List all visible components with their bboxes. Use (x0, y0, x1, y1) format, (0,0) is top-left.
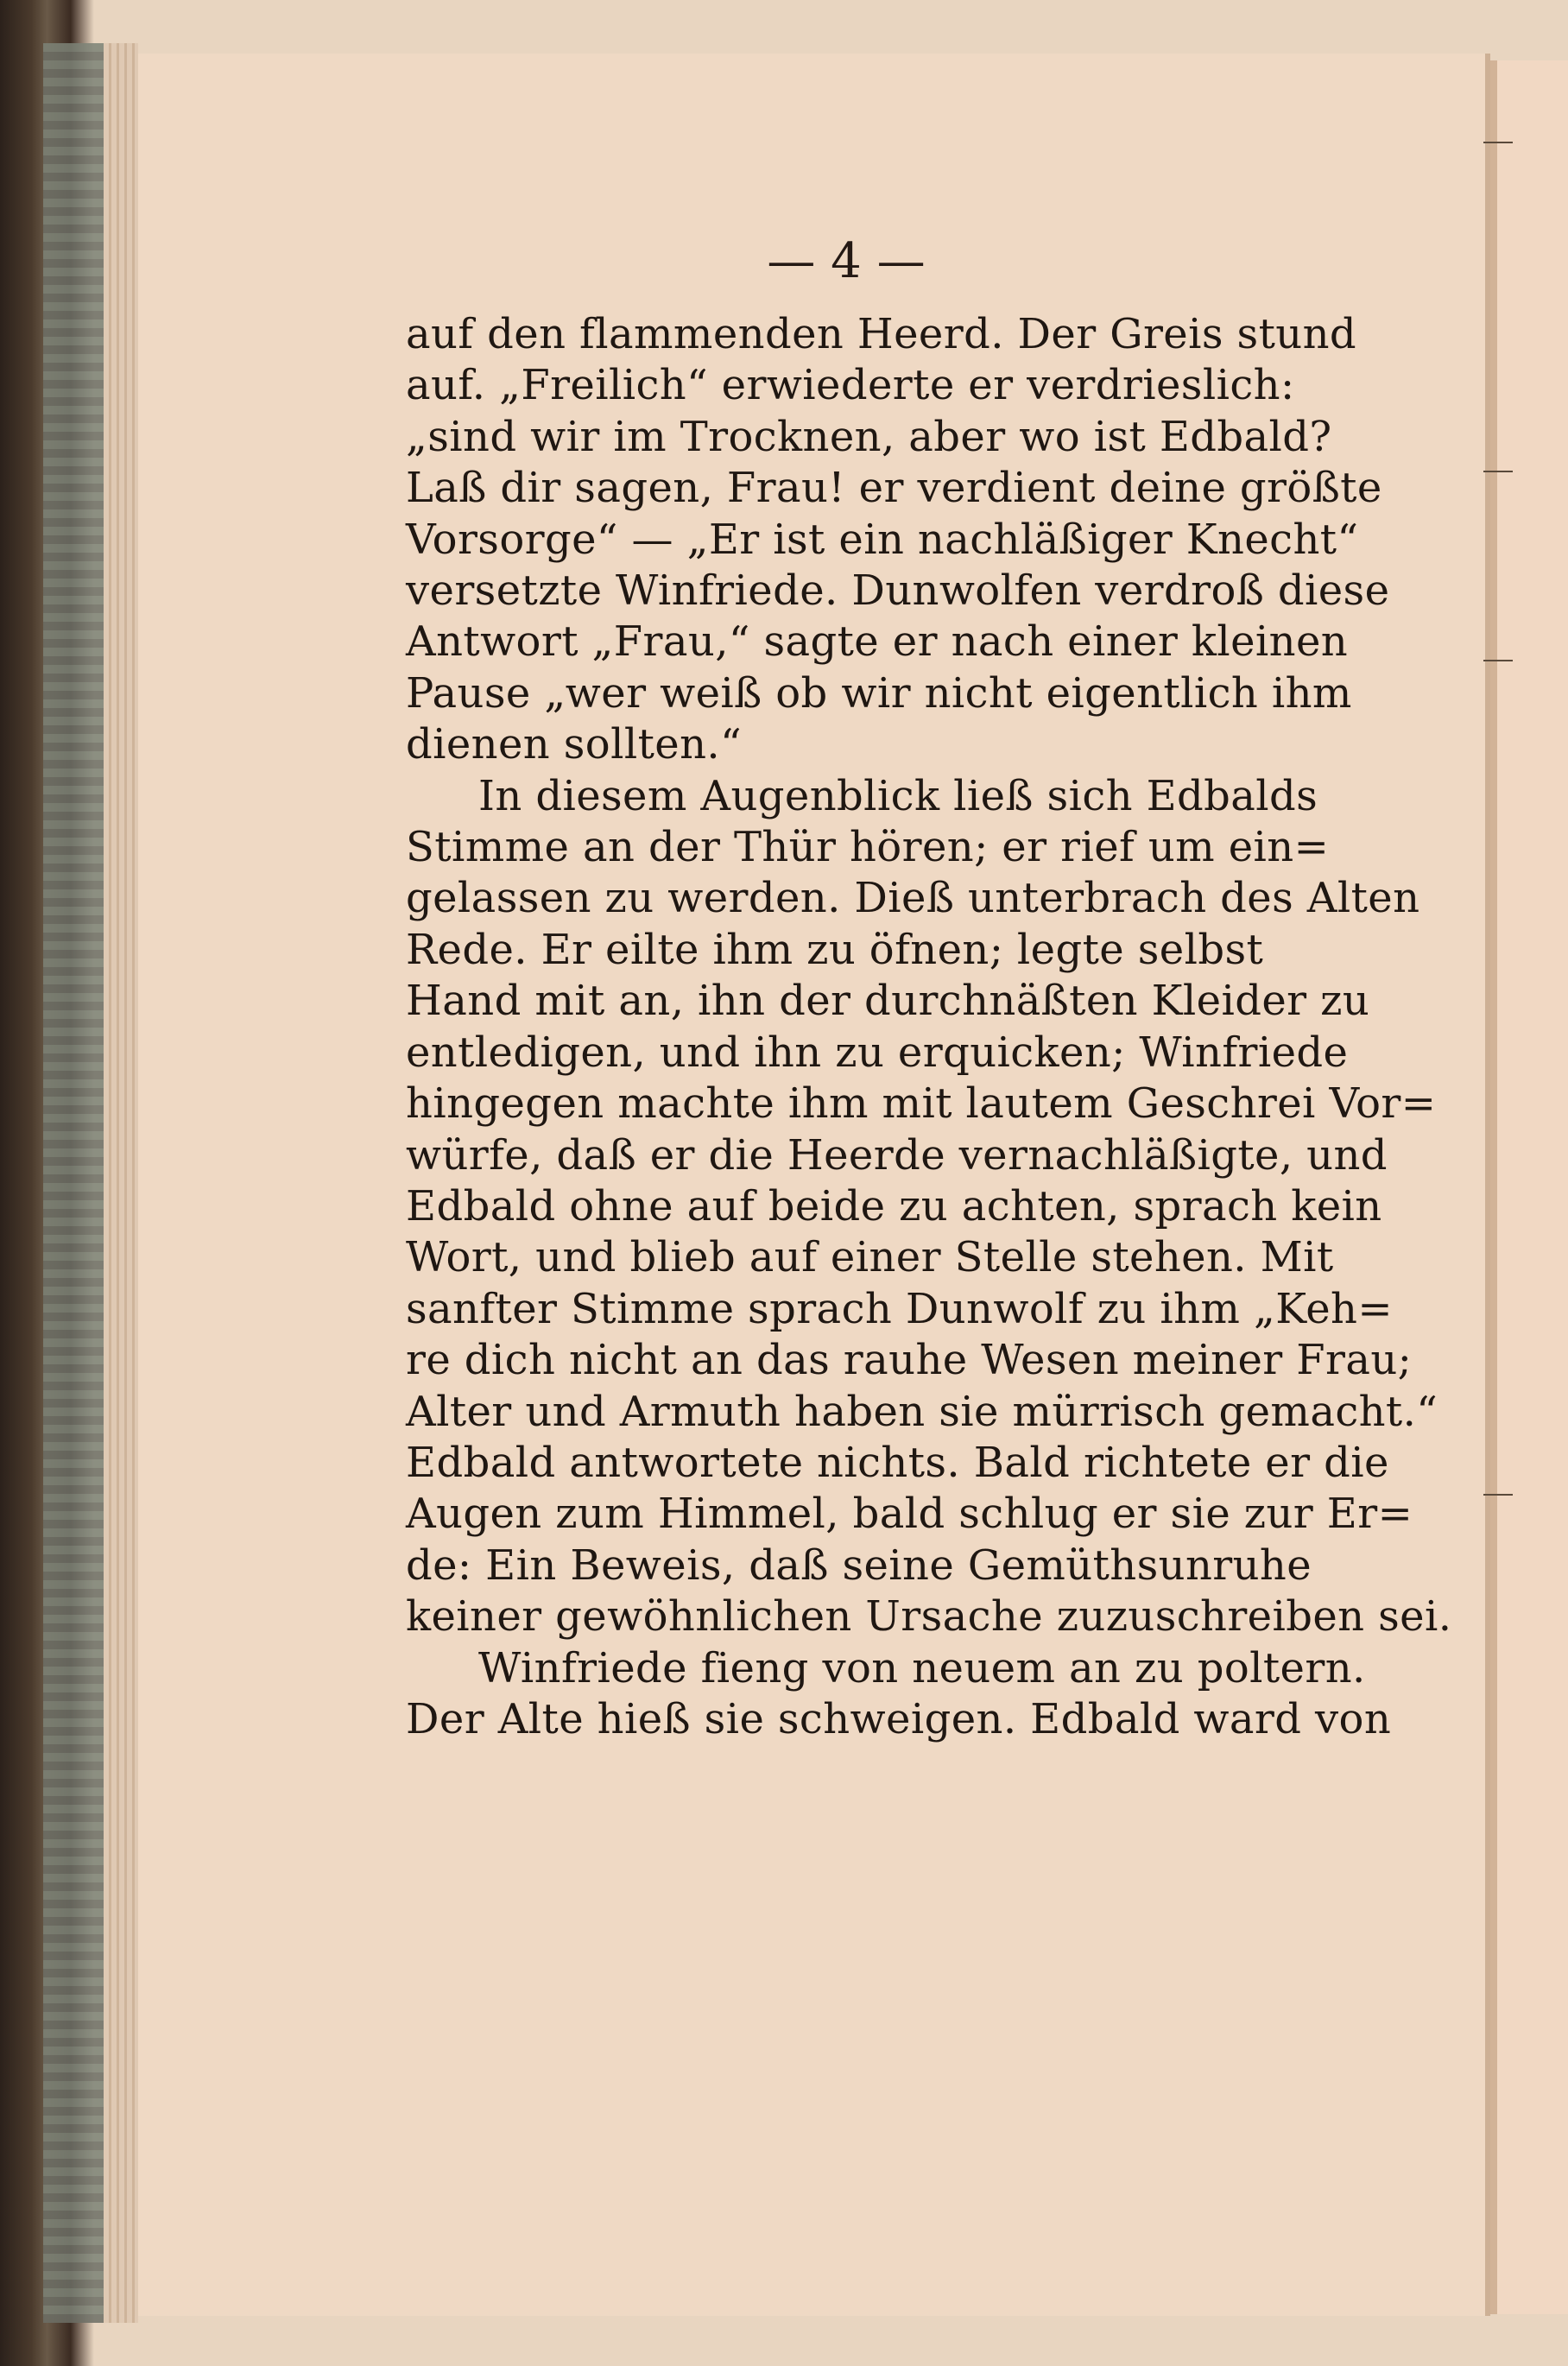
binding-thread (1483, 660, 1513, 661)
text-line: würfe, daß er die Heerde vernachläßigte, und (406, 1130, 1388, 1180)
binding-thread (1483, 1494, 1513, 1496)
book-cover-edge (43, 43, 106, 2323)
paragraph-start-line: In diesem Augenblick ließ sich Edbalds (478, 771, 1318, 820)
text-line: auf den flammenden Heerd. Der Greis stund (406, 310, 1357, 358)
page-edges (104, 43, 138, 2323)
text-line: Rede. Er eilte ihm zu öfnen; legte selbst (406, 925, 1264, 974)
text-line: Laß dir sagen, Frau! er verdient deine größte (406, 464, 1382, 513)
text-line: gelassen zu werden. Dieß unterbrach des Alten (406, 874, 1420, 923)
text-line: Vorsorge“ — „Er ist ein nachläßiger Knecht“ (406, 515, 1359, 564)
text-line: Augen zum Himmel, bald schlug er sie zur Er= (406, 1490, 1413, 1539)
binding-thread (1483, 142, 1513, 143)
text-line: de: Ein Beweis, daß seine Gemüthsunruhe (406, 1540, 1312, 1590)
text-line: Edbald antwortete nichts. Bald richtete er die (406, 1438, 1389, 1487)
page-number: — 4 — (767, 233, 926, 289)
text-line: keiner gewöhnlichen Ursache zuzuschreiben sei. (406, 1592, 1452, 1642)
text-line: Alter und Armuth haben sie mürrisch gemacht.“ (406, 1387, 1438, 1436)
text-line: Der Alte hieß sie schweigen. Edbald ward von (406, 1694, 1392, 1743)
text-line: Wort, und blieb auf einer Stelle stehen. Mit (406, 1233, 1334, 1282)
body-text (406, 309, 1452, 1745)
text-line: Stimme an der Thür hören; er rief um ein= (406, 823, 1330, 872)
text-line: Antwort „Frau,“ sagte er nach einer kleinen (406, 617, 1349, 667)
text-line: Edbald ohne auf beide zu achten, sprach kein (406, 1181, 1382, 1230)
text-line: versetzte Winfriede. Dunwolfen verdroß diese (406, 566, 1390, 616)
text-line: dienen sollten.“ (406, 720, 743, 769)
binding-thread (1483, 471, 1513, 472)
text-line: Pause „wer weiß ob wir nicht eigentlich ihm (406, 668, 1352, 718)
text-line: re dich nicht an das rauhe Wesen meiner Frau; (406, 1336, 1413, 1385)
text-line: entledigen, und ihn zu erquicken; Winfriede (406, 1028, 1349, 1077)
text-line: Hand mit an, ihn der durchnäßten Kleider zu (406, 977, 1370, 1026)
text-line: hingegen machte ihm mit lautem Geschrei Vor= (406, 1079, 1437, 1129)
text-line: auf. „Freilich“ erwiederte er verdrieslich: (406, 361, 1295, 410)
paragraph-start-line: Winfriede fieng von neuem an zu poltern. (478, 1643, 1366, 1692)
text-line: sanfter Stimme sprach Dunwolf zu ihm „Keh= (406, 1284, 1393, 1333)
facing-page-edge (1490, 60, 1568, 2314)
text-line: „sind wir im Trocknen, aber wo ist Edbald? (406, 412, 1332, 461)
